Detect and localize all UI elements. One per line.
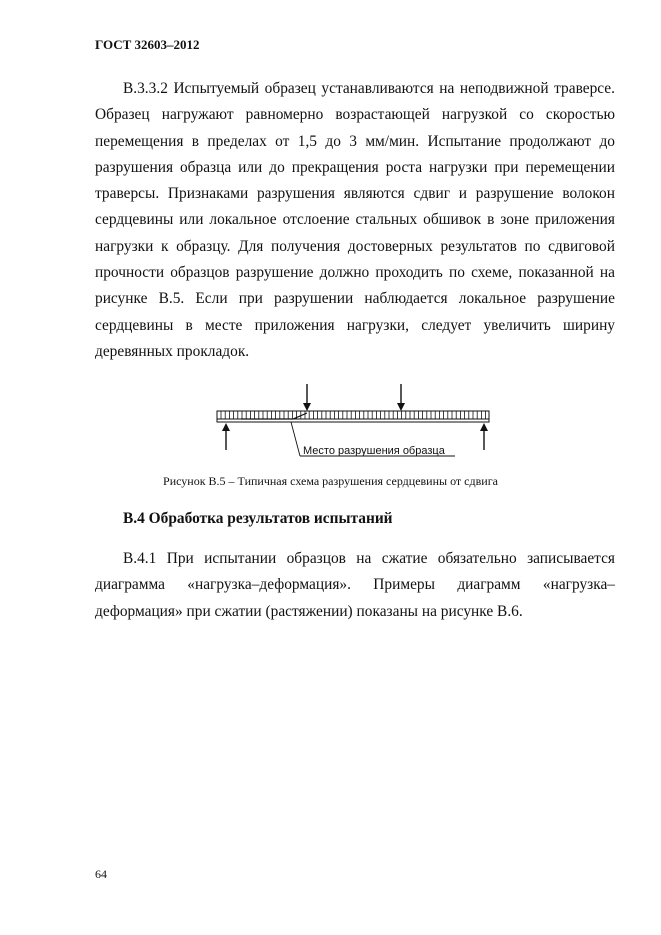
- failure-crack: [241, 413, 307, 419]
- figure-caption: Рисунок В.5 – Типичная схема разрушения сердцевины от сдвига: [163, 474, 498, 488]
- load-arrow-left: [303, 403, 311, 411]
- load-arrow-right: [397, 403, 405, 411]
- failure-location-label: Место разрушения образца: [303, 445, 445, 457]
- support-arrow-left: [222, 423, 230, 431]
- figure-b5: [205, 380, 500, 465]
- support-arrow-right: [480, 423, 488, 431]
- document-code: ГОСТ 32603–2012: [95, 37, 200, 52]
- page-number: 64: [95, 867, 107, 881]
- section-heading-b4: В.4 Обработка результатов испытаний: [123, 510, 393, 527]
- core-hatching: [221, 411, 486, 419]
- paragraph-b41: В.4.1 При испытании образцов на сжатие обязательно записывается диаграмма «нагрузка–деформация». Примеры диаграмм «нагрузка–деформация» при сжатии (растяжении) показаны на рисунке В.6.: [95, 550, 615, 620]
- specimen-beam: [217, 411, 489, 422]
- shear-failure-diagram: [205, 380, 500, 465]
- paragraph-b332: В.3.3.2 Испытуемый образец устанавливаются на неподвижной траверсе. Образец нагружают равномерно возрастающей нагрузкой со скоростью перемещения в пределах от 1,5 до 3 мм/мин. Испытание продолжают до разрушения образца или до прекращения роста нагрузки при перемещении траверсы. Признаками разрушения являются сдвиг и разрушение волокон сердцевины или локальное отслоение стальных обшивок в зоне приложения нагрузки к образцу. Для получения достоверных результатов по сдвиговой прочности образцов разрушение должно проходить по схеме, показанной на рисунке В.5. Если при разрушении наблюдается локальное разрушение сердцевины в месте приложения нагрузки, следует увеличить ширину деревянных прокладок.: [95, 80, 615, 360]
